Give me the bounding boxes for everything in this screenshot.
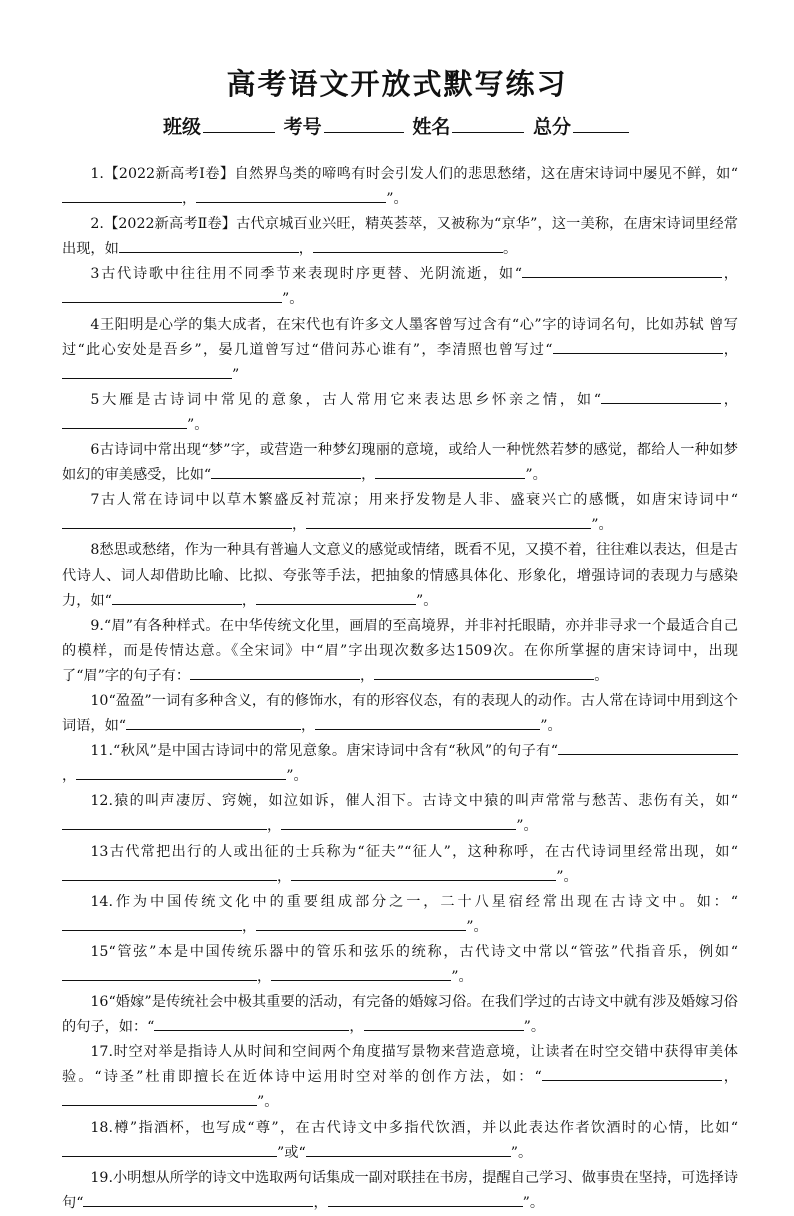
answer-blank bbox=[62, 915, 242, 931]
question-item: 7古人常在诗词中以草木繁盛反衬荒凉；用来抒发物是人非、盛衰兴亡的感慨，如唐宋诗词中“， ”。 bbox=[62, 488, 738, 538]
student-info-line bbox=[0, 112, 794, 139]
answer-blank bbox=[375, 463, 525, 479]
answer-blank bbox=[364, 1015, 524, 1031]
question-item: 2.【2022新高考Ⅱ卷】古代京城百业兴旺，精英荟萃，又被称为“京华”，这一美称，在唐宋诗词里经常出现，如 ， 。 bbox=[62, 216, 738, 258]
question-item: 9.“眉”有各种样式。在中华传统文化里，画眉的至高境界，并非衬托眼睛，亦并非寻求一个最适合自己的模样，而是传情达意。《全宋词》中“眉”字出现次数多达1509次。在你所掌握的唐宋诗词中，出现了“眉”字的句子有： ， 。 bbox=[62, 617, 738, 684]
name-label: 姓名 bbox=[412, 116, 451, 138]
answer-blank bbox=[62, 187, 182, 203]
answer-blank bbox=[62, 287, 282, 303]
score-blank bbox=[573, 114, 629, 133]
answer-blank bbox=[542, 1065, 722, 1081]
answer-blank bbox=[211, 463, 361, 479]
question-item: 15“管弦”本是中国传统乐器中的管乐和弦乐的统称，古代诗文中常以“管弦”代指音乐，例如“， ”。 bbox=[62, 940, 738, 990]
page-title: 高考语文开放式默写练习 bbox=[226, 67, 568, 101]
answer-blank bbox=[256, 915, 466, 931]
answer-blank bbox=[62, 513, 292, 529]
answer-blank bbox=[62, 814, 267, 830]
answer-blank bbox=[62, 363, 232, 379]
question-item: 8愁思或愁绪，作为一种具有普遍人文意义的感觉或情绪，既看不见，又摸不着，往往难以表达，但是古代诗人、词人却借助比喻、比拟、夸张等手法，把抽象的情感具体化、形象化，增强诗词的表现力与感染力，如“ ， ”。 bbox=[62, 542, 738, 609]
exam-no-label: 考号 bbox=[283, 116, 322, 138]
question-item: 13古代常把出行的人或出征的士兵称为“征夫”“征人”，这种称呼，在古代诗词里经常出现，如“， ”。 bbox=[62, 840, 738, 890]
question-item: 19.小明想从所学的诗文中选取两句话集成一副对联挂在书房，提醒自己学习、做事贵在坚持，可选择诗句“ ， ”。 bbox=[62, 1169, 738, 1211]
answer-blank bbox=[553, 338, 723, 354]
question-item: 3古代诗歌中往往用不同季节来表现时序更替、光阴流逝，如“ ，”。 bbox=[62, 262, 738, 312]
name-blank bbox=[452, 114, 524, 133]
answer-blank bbox=[119, 237, 299, 253]
question-item: 16“婚嫁”是传统社会中极其重要的活动，有完备的婚嫁习俗。在我们学过的古诗文中就有涉及婚嫁习俗的句子，如：“ ， ”。 bbox=[62, 994, 738, 1036]
answer-blank bbox=[76, 764, 286, 780]
answer-blank bbox=[83, 1191, 313, 1207]
class-label: 班级 bbox=[163, 116, 202, 138]
question-item: 17.时空对举是指诗人从时间和空间两个角度描写景物来营造意境，让读者在时空交错中获得审美体验。“诗圣”杜甫即擅长在近体诗中运用时空对举的创作方法，如：“ ，”。 bbox=[62, 1044, 738, 1111]
answer-blank bbox=[126, 714, 301, 730]
question-list bbox=[62, 162, 738, 1216]
score-label: 总分 bbox=[532, 116, 571, 138]
question-item: 5大雁是古诗词中常见的意象，古人常用它来表达思乡怀亲之情，如“ ，”。 bbox=[62, 388, 738, 438]
answer-blank bbox=[154, 1015, 349, 1031]
answer-blank bbox=[558, 739, 738, 755]
answer-blank bbox=[62, 413, 187, 429]
answer-blank bbox=[62, 865, 277, 881]
answer-blank bbox=[271, 965, 451, 981]
answer-blank bbox=[313, 237, 503, 253]
answer-blank bbox=[291, 865, 556, 881]
answer-blank bbox=[315, 714, 540, 730]
question-item: 11.“秋风”是中国古诗词中的常见意象。唐宋诗词中含有“秋风”的句子有“， ”。 bbox=[62, 739, 738, 789]
answer-blank bbox=[374, 664, 594, 680]
question-item: 12.猿的叫声凄厉、窍婉，如泣如诉，催人泪下。古诗文中猿的叫声常常与愁苦、悲伤有关，如“， ”。 bbox=[62, 789, 738, 839]
answer-blank bbox=[112, 589, 242, 605]
question-item: 1.【2022新高考Ⅰ卷】自然界鸟类的啼鸣有时会引发人们的悲思愁绪，这在唐宋诗词中屡见不鲜，如“， ”。 bbox=[62, 162, 738, 212]
answer-blank bbox=[196, 187, 386, 203]
answer-blank bbox=[306, 513, 591, 529]
question-item: 18.樽”指酒杯，也写成“尊”，在古代诗文中多指代饮酒，并以此表达作者饮酒时的心情，比如“”或“ ”。 bbox=[62, 1116, 738, 1166]
question-item: 10“盈盈”一词有多种含义，有的修饰水，有的形容仪态，有的表现人的动作。古人常在诗词中用到这个词语，如“ ， ”。 bbox=[62, 692, 738, 735]
question-item: 14.作为中国传统文化中的重要组成部分之一，二十八星宿经常出现在古诗文中。如：“， ”。 bbox=[62, 890, 738, 940]
answer-blank bbox=[62, 1141, 277, 1157]
question-item: 6古诗词中常出现“梦”字，或营造一种梦幻瑰丽的意境，或给人一种恍然若梦的感觉，都给人一种如梦如幻的审美感受，比如“ ， ”。 bbox=[62, 442, 738, 484]
answer-blank bbox=[190, 664, 360, 680]
answer-blank bbox=[281, 814, 516, 830]
answer-blank bbox=[256, 589, 416, 605]
exam-no-blank bbox=[324, 114, 404, 133]
answer-blank bbox=[62, 1090, 257, 1106]
class-blank bbox=[203, 114, 275, 133]
answer-blank bbox=[328, 1191, 523, 1207]
question-item: 4王阳明是心学的集大成者，在宋代也有许多文人墨客曾写过含有“心”字的诗词名句，比如苏轼 曾写过“此心安处是吾乡”，晏几道曾写过“借问苏心谁有”，李清照也曾写过“ ，” bbox=[62, 316, 738, 383]
answer-blank bbox=[522, 262, 722, 278]
answer-blank bbox=[601, 388, 721, 404]
answer-blank bbox=[306, 1141, 511, 1157]
answer-blank bbox=[62, 965, 257, 981]
